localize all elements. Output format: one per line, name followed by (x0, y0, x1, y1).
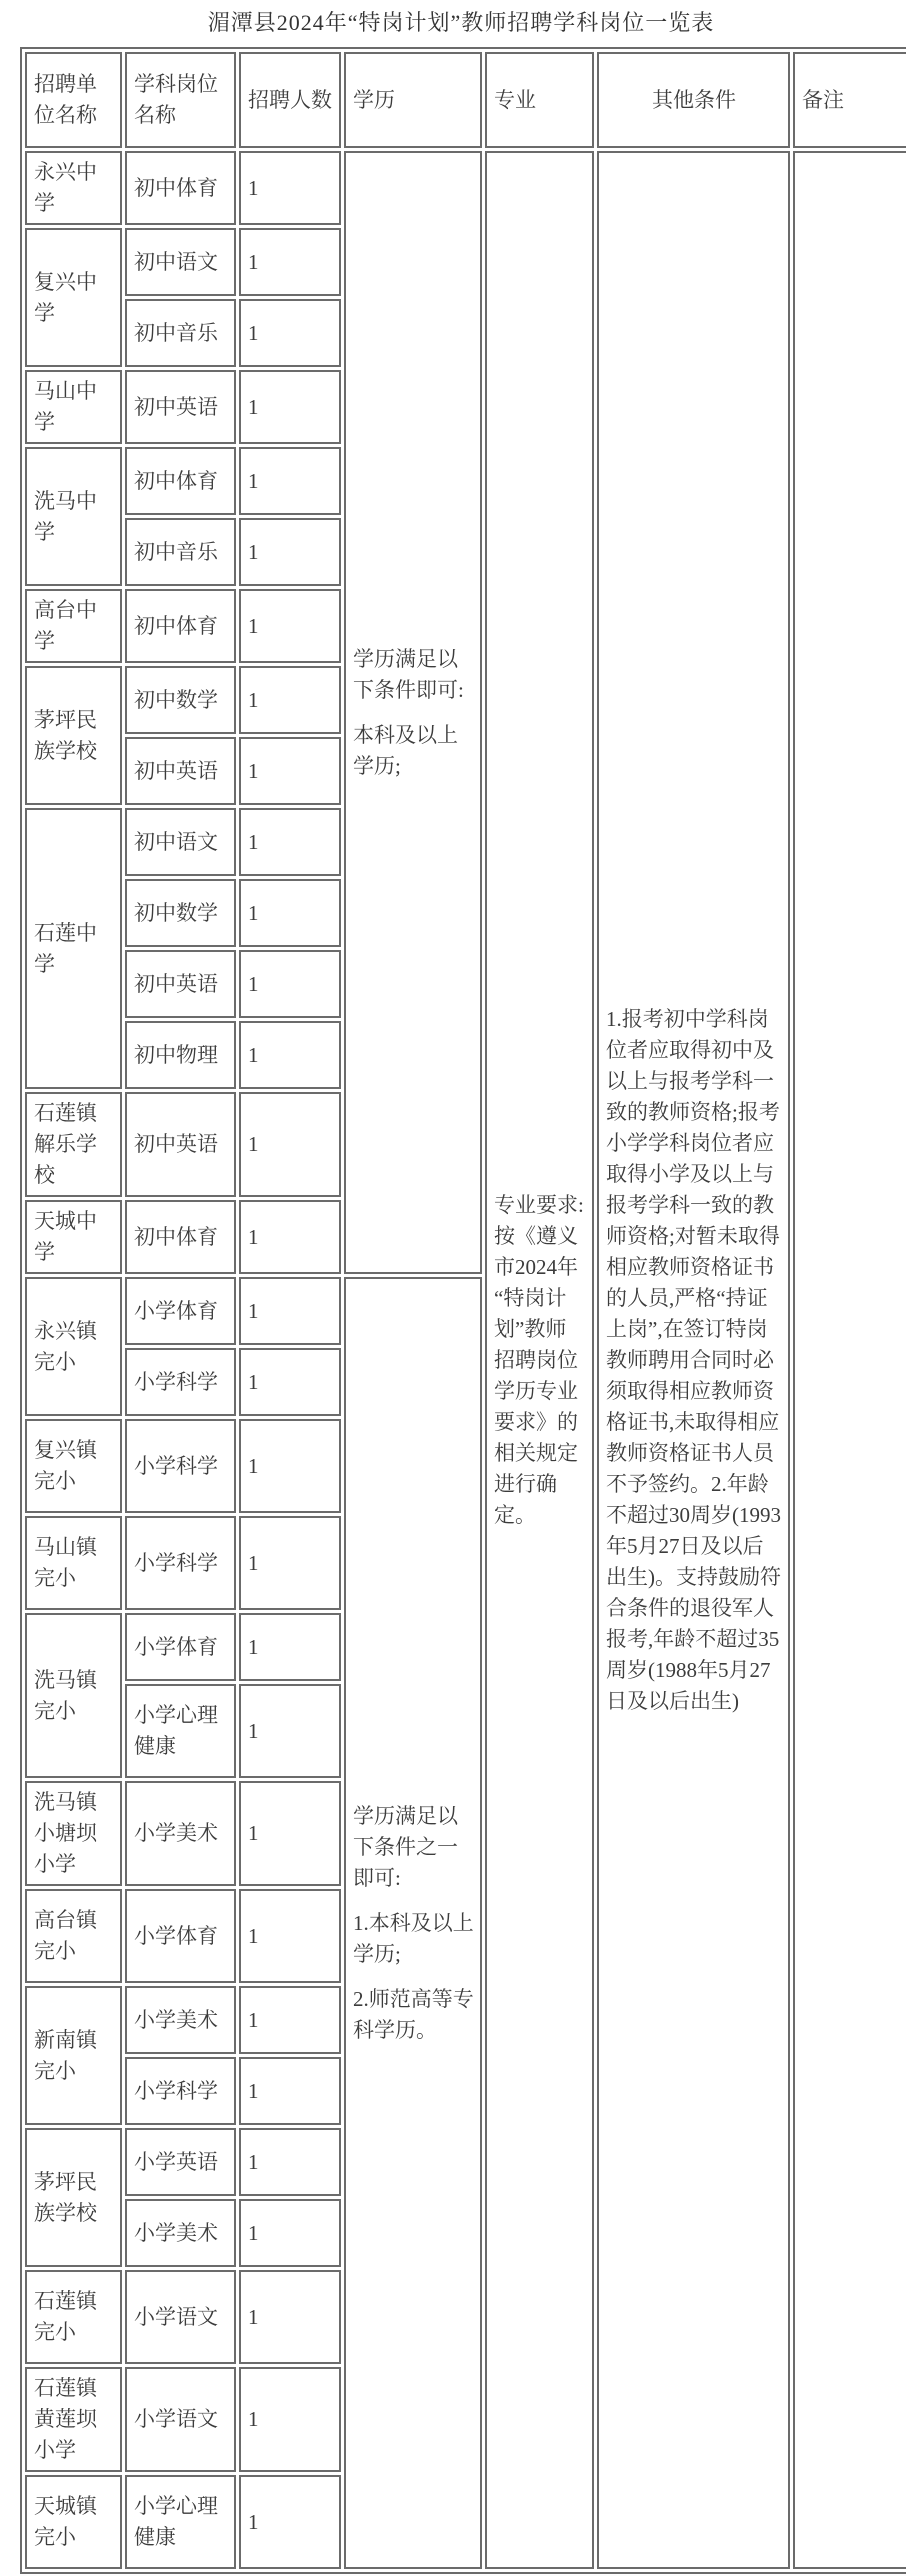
major-cell (485, 151, 594, 2569)
count-cell: 1 (239, 228, 341, 296)
count-cell: 1 (239, 2475, 341, 2569)
major-cell-paragraph: 专业要求:按《遵义市2024年“特岗计划”教师招聘岗位学历专业要求》的相关规定进行确定。 (494, 1192, 584, 1527)
count-cell: 1 (239, 299, 341, 367)
school-cell: 石莲中学 (25, 808, 122, 1089)
school-cell: 新南镇完小 (25, 1986, 122, 2125)
other-conditions-cell-paragraph: 1.报考初中学科岗位者应取得初中及以上与报考学科一致的教师资格;报考小学学科岗位者应取得小学及以上与报考学科一致的教师资格;对暂未取得相应教师资格证书的人员,严格“持证上岗”,在签订特岗教师聘用合同时必须取得相应教师资格证书,未取得相应教师资格证书人员不予签约。2.年龄不超过30周岁(1993年5月27日及以后出生)。支持鼓励符合条件的退役军人报考,年龄不超过35周岁(1988年5月27日及以后出生) (606, 1006, 781, 1713)
education-cell-paragraph: 本科及以上学历; (353, 722, 458, 778)
count-cell: 1 (239, 1781, 341, 1886)
subject-cell: 初中语文 (125, 808, 236, 876)
school-cell: 永兴镇完小 (25, 1277, 122, 1416)
school-cell: 高台中学 (25, 589, 122, 663)
education-cell (344, 151, 482, 1274)
school-cell: 马山中学 (25, 370, 122, 444)
count-cell: 1 (239, 879, 341, 947)
subject-cell: 小学美术 (125, 1986, 236, 2054)
school-cell: 石莲镇完小 (25, 2270, 122, 2364)
school-cell: 洗马镇完小 (25, 1613, 122, 1778)
count-cell: 1 (239, 2199, 341, 2267)
count-cell: 1 (239, 1986, 341, 2054)
subject-cell: 小学语文 (125, 2270, 236, 2364)
subject-cell: 初中体育 (125, 447, 236, 515)
school-cell: 茅坪民族学校 (25, 666, 122, 805)
other-conditions-cell (597, 151, 790, 2569)
count-cell: 1 (239, 2057, 341, 2125)
subject-cell: 初中英语 (125, 950, 236, 1018)
count-cell: 1 (239, 447, 341, 515)
count-cell: 1 (239, 1092, 341, 1197)
count-cell: 1 (239, 1889, 341, 1983)
subject-cell: 初中英语 (125, 370, 236, 444)
subject-cell: 初中体育 (125, 589, 236, 663)
subject-cell: 小学心理健康 (125, 2475, 236, 2569)
count-cell: 1 (239, 2128, 341, 2196)
school-cell: 高台镇完小 (25, 1889, 122, 1983)
school-cell: 永兴中学 (25, 151, 122, 225)
school-cell: 洗马中学 (25, 447, 122, 586)
header-cell-count: 招聘人数 (239, 52, 341, 148)
count-cell: 1 (239, 1684, 341, 1778)
subject-cell: 小学体育 (125, 1277, 236, 1345)
education-cell-paragraph: 学历满足以下条件之一即可: (353, 1803, 458, 1890)
subject-cell: 小学美术 (125, 1781, 236, 1886)
subject-cell: 初中语文 (125, 228, 236, 296)
header-cell-other-conditions: 其他条件 (597, 52, 790, 148)
subject-cell: 初中数学 (125, 666, 236, 734)
header-cell-subject: 学科岗位名称 (125, 52, 236, 148)
education-cell (344, 1277, 482, 2569)
count-cell: 1 (239, 518, 341, 586)
count-cell: 1 (239, 370, 341, 444)
remark-cell (793, 151, 906, 2569)
subject-cell: 小学体育 (125, 1889, 236, 1983)
subject-cell: 小学英语 (125, 2128, 236, 2196)
school-cell: 天城镇完小 (25, 2475, 122, 2569)
school-cell: 马山镇完小 (25, 1516, 122, 1610)
header-row (25, 52, 906, 148)
school-cell: 洗马镇小塘坝小学 (25, 1781, 122, 1886)
subject-cell: 小学科学 (125, 1419, 236, 1513)
count-cell: 1 (239, 737, 341, 805)
subject-cell: 小学科学 (125, 1348, 236, 1416)
header-cell-major: 专业 (485, 52, 594, 148)
subject-cell: 小学科学 (125, 2057, 236, 2125)
subject-cell: 初中体育 (125, 1200, 236, 1274)
subject-cell: 初中物理 (125, 1021, 236, 1089)
count-cell: 1 (239, 1613, 341, 1681)
header-cell-school: 招聘单位名称 (25, 52, 122, 148)
subject-cell: 小学语文 (125, 2367, 236, 2472)
school-cell: 茅坪民族学校 (25, 2128, 122, 2267)
school-cell: 石莲镇黄莲坝小学 (25, 2367, 122, 2472)
school-cell: 复兴中学 (25, 228, 122, 367)
education-cell-paragraph: 学历满足以下条件即可: (353, 646, 464, 702)
positions-table (20, 47, 906, 2574)
education-cell-paragraph: 1.本科及以上学历; (353, 1910, 474, 1966)
count-cell: 1 (239, 1348, 341, 1416)
count-cell: 1 (239, 1419, 341, 1513)
table-row (25, 151, 906, 225)
school-cell: 石莲镇解乐学校 (25, 1092, 122, 1197)
subject-cell: 初中英语 (125, 737, 236, 805)
subject-cell: 初中音乐 (125, 518, 236, 586)
header-cell-remark: 备注 (793, 52, 906, 148)
education-cell-paragraph: 2.师范高等专科学历。 (353, 1986, 474, 2042)
count-cell: 1 (239, 808, 341, 876)
count-cell: 1 (239, 589, 341, 663)
subject-cell: 小学美术 (125, 2199, 236, 2267)
subject-cell: 初中体育 (125, 151, 236, 225)
subject-cell: 初中音乐 (125, 299, 236, 367)
subject-cell: 初中数学 (125, 879, 236, 947)
subject-cell: 小学科学 (125, 1516, 236, 1610)
school-cell: 复兴镇完小 (25, 1419, 122, 1513)
page-title: 湄潭县2024年“特岗计划”教师招聘学科岗位一览表 (207, 10, 715, 35)
subject-cell: 小学体育 (125, 1613, 236, 1681)
count-cell: 1 (239, 1277, 341, 1345)
subject-cell: 小学心理健康 (125, 1684, 236, 1778)
subject-cell: 初中英语 (125, 1092, 236, 1197)
count-cell: 1 (239, 2367, 341, 2472)
header-cell-education: 学历 (344, 52, 482, 148)
count-cell: 1 (239, 2270, 341, 2364)
count-cell: 1 (239, 666, 341, 734)
count-cell: 1 (239, 1516, 341, 1610)
count-cell: 1 (239, 1200, 341, 1274)
count-cell: 1 (239, 1021, 341, 1089)
count-cell: 1 (239, 151, 341, 225)
school-cell: 天城中学 (25, 1200, 122, 1274)
count-cell: 1 (239, 950, 341, 1018)
